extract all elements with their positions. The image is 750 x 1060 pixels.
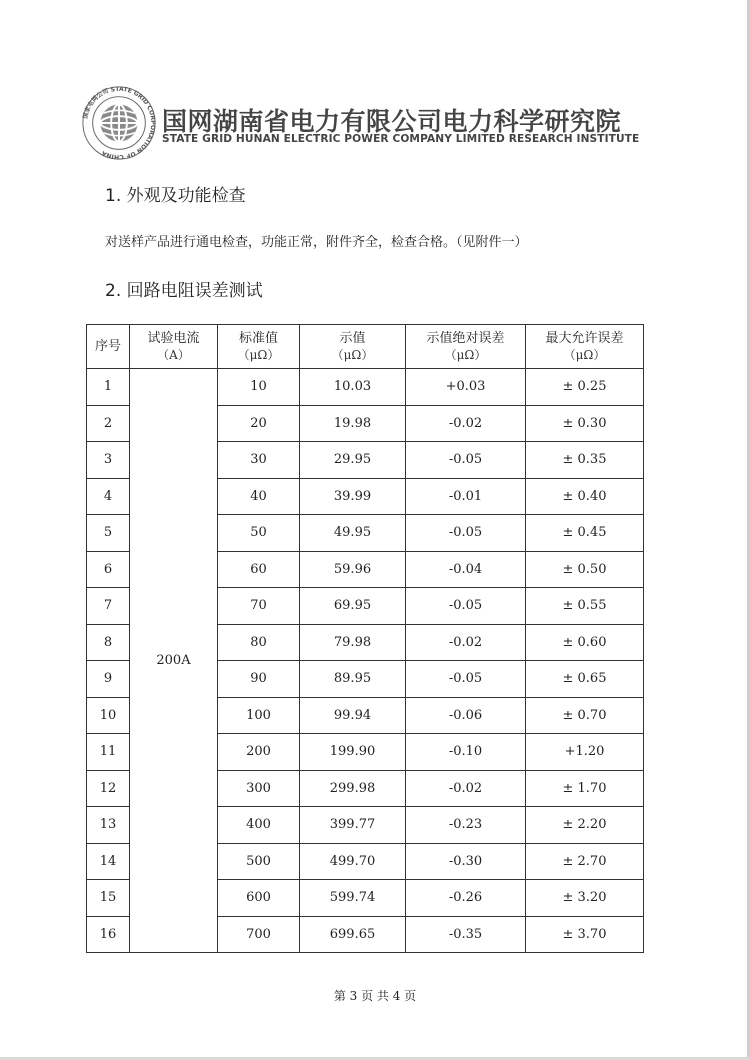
table-body <box>87 369 644 953</box>
cell-reading: 99.94 <box>300 697 406 734</box>
header-test-current-unit: （A） <box>157 347 190 362</box>
cell-absolute-error: -0.04 <box>406 551 526 588</box>
cell-absolute-error: -0.02 <box>406 624 526 661</box>
cell-max-allowed-error: ± 0.40 <box>526 478 644 515</box>
table-row <box>87 369 644 406</box>
cell-seq: 15 <box>87 880 130 917</box>
cell-standard-value: 90 <box>218 661 300 698</box>
cell-reading: 499.70 <box>300 843 406 880</box>
cell-max-allowed-error: ± 2.20 <box>526 807 644 844</box>
resistance-error-table <box>86 324 644 953</box>
cell-absolute-error: -0.30 <box>406 843 526 880</box>
cell-standard-value: 100 <box>218 697 300 734</box>
header-standard-value-unit: （μΩ） <box>237 347 280 362</box>
cell-standard-value: 60 <box>218 551 300 588</box>
cell-seq: 5 <box>87 515 130 552</box>
table-header-row <box>87 325 644 369</box>
cell-seq: 3 <box>87 442 130 479</box>
cell-absolute-error: -0.05 <box>406 661 526 698</box>
cell-seq: 4 <box>87 478 130 515</box>
cell-test-current: 200A <box>130 369 218 953</box>
cell-reading: 29.95 <box>300 442 406 479</box>
cell-standard-value: 700 <box>218 916 300 953</box>
cell-reading: 699.65 <box>300 916 406 953</box>
header-max-allowed-error-label: 最大允许误差 <box>545 330 624 346</box>
cell-max-allowed-error: ± 2.70 <box>526 843 644 880</box>
cell-reading: 19.98 <box>300 405 406 442</box>
organization-name-cn: 国网湖南省电力有限公司电力科学研究院 <box>162 107 622 136</box>
cell-standard-value: 200 <box>218 734 300 771</box>
cell-reading: 199.90 <box>300 734 406 771</box>
cell-absolute-error: -0.23 <box>406 807 526 844</box>
header-max-allowed-error <box>526 325 644 369</box>
cell-standard-value: 80 <box>218 624 300 661</box>
cell-standard-value: 500 <box>218 843 300 880</box>
section-1-text: 对送样产品进行通电检查，功能正常，附件齐全，检查合格。（见附件一） <box>105 235 528 250</box>
cell-seq: 1 <box>87 369 130 406</box>
cell-absolute-error: -0.02 <box>406 770 526 807</box>
header-standard-value <box>218 325 300 369</box>
cell-reading: 49.95 <box>300 515 406 552</box>
cell-max-allowed-error: +1.20 <box>526 734 644 771</box>
cell-reading: 79.98 <box>300 624 406 661</box>
header-reading-label: 示值 <box>339 330 366 346</box>
cell-seq: 2 <box>87 405 130 442</box>
cell-max-allowed-error: ± 0.55 <box>526 588 644 625</box>
cell-seq: 11 <box>87 734 130 771</box>
state-grid-globe-icon <box>80 84 158 162</box>
cell-absolute-error: -0.06 <box>406 697 526 734</box>
header-max-allowed-error-unit: （μΩ） <box>563 347 606 362</box>
header-test-current-label: 试验电流 <box>147 330 200 346</box>
cell-standard-value: 70 <box>218 588 300 625</box>
logo-ring-text: 国家电网公司 STATE GRID CORPORATION OF CHINA <box>82 85 157 161</box>
page-number: 第 3 页 共 4 页 <box>333 989 417 1003</box>
cell-absolute-error: -0.26 <box>406 880 526 917</box>
cell-seq: 16 <box>87 916 130 953</box>
cell-seq: 13 <box>87 807 130 844</box>
cell-seq: 8 <box>87 624 130 661</box>
cell-reading: 39.99 <box>300 478 406 515</box>
cell-seq: 7 <box>87 588 130 625</box>
cell-max-allowed-error: ± 0.50 <box>526 551 644 588</box>
header-test-current <box>130 325 218 369</box>
cell-reading: 69.95 <box>300 588 406 625</box>
header-absolute-error-label: 示值绝对误差 <box>426 330 505 346</box>
cell-max-allowed-error: ± 0.35 <box>526 442 644 479</box>
cell-standard-value: 30 <box>218 442 300 479</box>
cell-absolute-error: -0.02 <box>406 405 526 442</box>
cell-standard-value: 300 <box>218 770 300 807</box>
cell-standard-value: 40 <box>218 478 300 515</box>
cell-max-allowed-error: ± 0.70 <box>526 697 644 734</box>
cell-seq: 10 <box>87 697 130 734</box>
cell-standard-value: 600 <box>218 880 300 917</box>
cell-seq: 12 <box>87 770 130 807</box>
header-seq: 序号 <box>87 325 130 369</box>
cell-absolute-error: -0.05 <box>406 515 526 552</box>
cell-reading: 599.74 <box>300 880 406 917</box>
cell-standard-value: 50 <box>218 515 300 552</box>
cell-reading: 59.96 <box>300 551 406 588</box>
cell-standard-value: 10 <box>218 369 300 406</box>
header-reading-unit: （μΩ） <box>331 347 374 362</box>
cell-standard-value: 400 <box>218 807 300 844</box>
cell-absolute-error: -0.35 <box>406 916 526 953</box>
header-standard-value-label: 标准值 <box>238 330 278 346</box>
header-absolute-error-unit: （μΩ） <box>444 347 487 362</box>
organization-name-en: STATE GRID HUNAN ELECTRIC POWER COMPANY LIMITED RESEARCH INSTITUTE <box>162 133 640 145</box>
cell-absolute-error: -0.05 <box>406 588 526 625</box>
header-absolute-error <box>406 325 526 369</box>
cell-seq: 6 <box>87 551 130 588</box>
header-reading <box>300 325 406 369</box>
cell-max-allowed-error: ± 0.30 <box>526 405 644 442</box>
cell-max-allowed-error: ± 1.70 <box>526 770 644 807</box>
cell-max-allowed-error: ± 0.45 <box>526 515 644 552</box>
cell-max-allowed-error: ± 0.60 <box>526 624 644 661</box>
cell-absolute-error: -0.05 <box>406 442 526 479</box>
cell-reading: 399.77 <box>300 807 406 844</box>
cell-seq: 14 <box>87 843 130 880</box>
cell-absolute-error: +0.03 <box>406 369 526 406</box>
cell-max-allowed-error: ± 0.25 <box>526 369 644 406</box>
cell-max-allowed-error: ± 3.70 <box>526 916 644 953</box>
cell-max-allowed-error: ± 3.20 <box>526 880 644 917</box>
cell-absolute-error: -0.10 <box>406 734 526 771</box>
cell-seq: 9 <box>87 661 130 698</box>
cell-max-allowed-error: ± 0.65 <box>526 661 644 698</box>
section-2-title: 2. 回路电阻误差测试 <box>105 281 263 301</box>
cell-standard-value: 20 <box>218 405 300 442</box>
cell-reading: 10.03 <box>300 369 406 406</box>
cell-absolute-error: -0.01 <box>406 478 526 515</box>
cell-reading: 299.98 <box>300 770 406 807</box>
section-1-title: 1. 外观及功能检查 <box>105 186 246 206</box>
cell-reading: 89.95 <box>300 661 406 698</box>
